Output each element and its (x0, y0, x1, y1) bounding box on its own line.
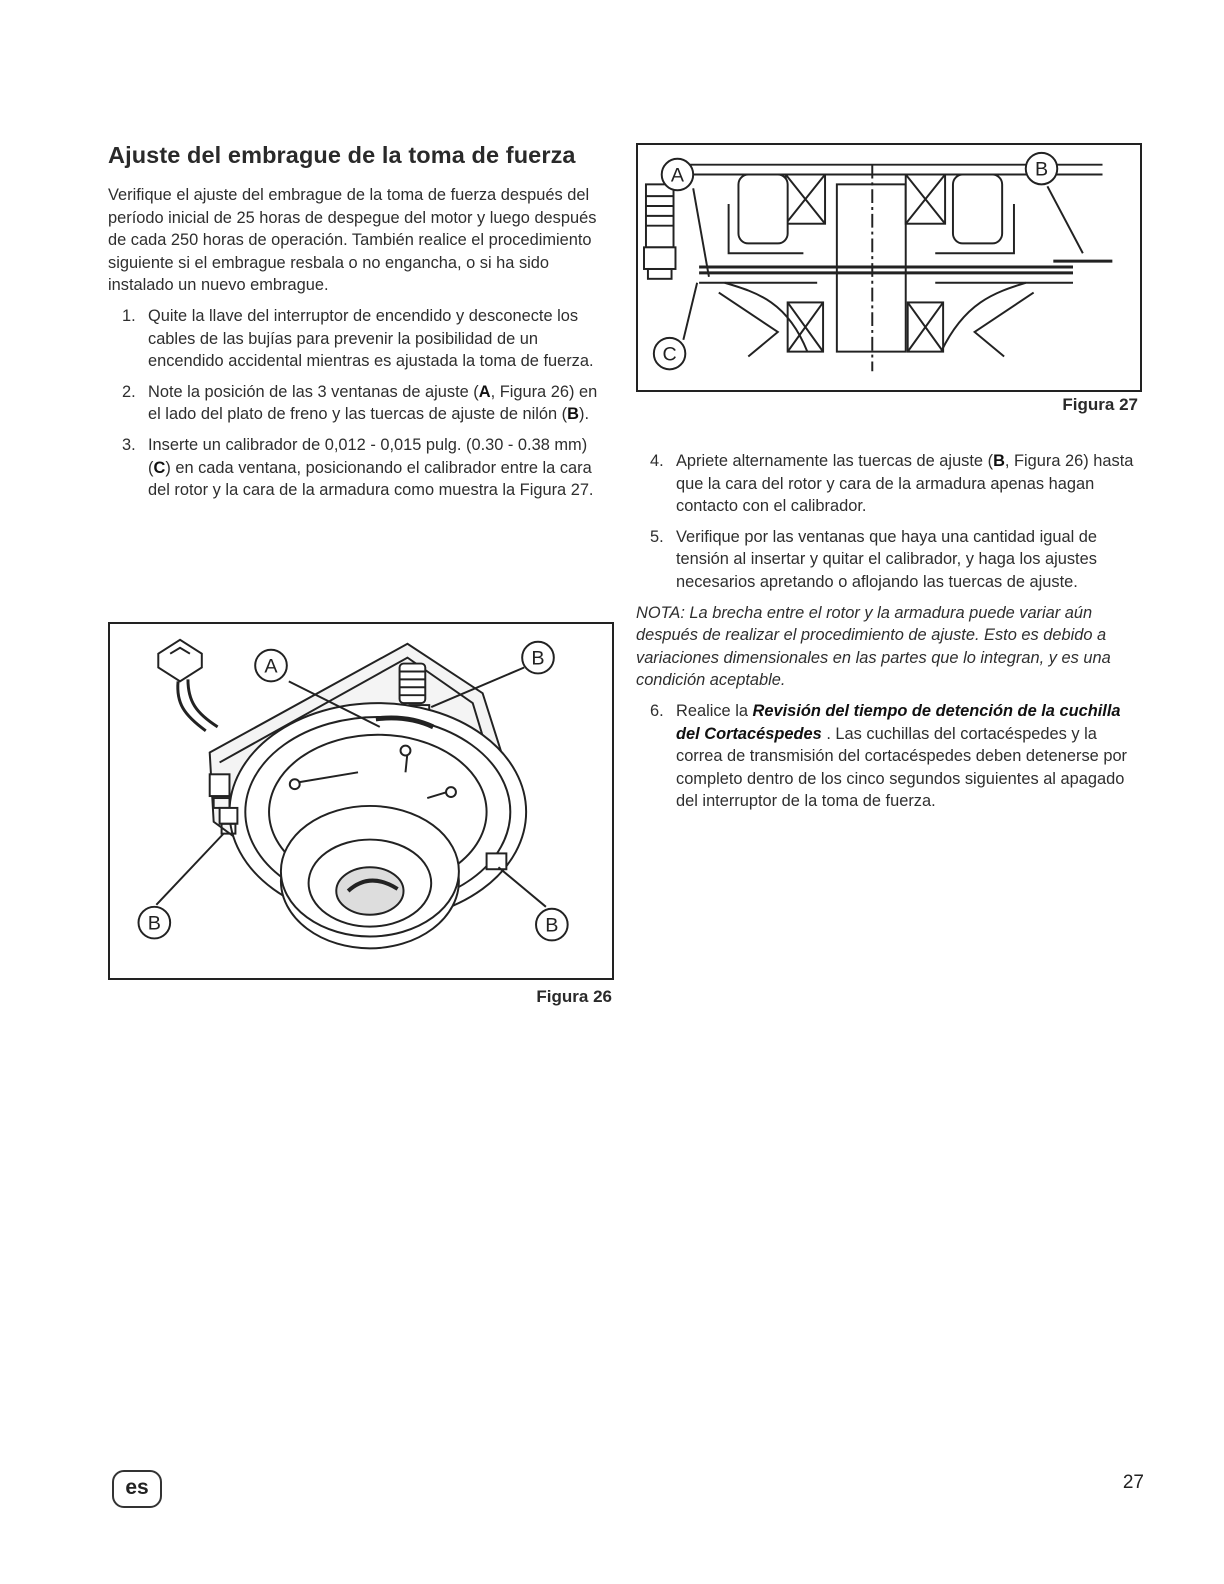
step-text: . Las cuchillas del cortacéspedes y la correa de transmisión del cortacéspedes deben detenerse por completo dentro de los cinco segundos siguientes al apagado del interruptor de la toma de fuerza. (676, 724, 1128, 811)
step-number: 5. (650, 527, 664, 546)
figure-27-illustration (636, 143, 1142, 392)
clutch-cross-section-drawing (638, 145, 1140, 390)
step-1 (108, 305, 614, 373)
cross-reference: Revisión del tiempo de detención de la cuchilla del Cortacéspedes (676, 701, 1121, 743)
step-text: , Figura 26) en el lado del plato de freno y las tuercas de ajuste de nilón ( (148, 382, 598, 424)
step-text: Note la posición de las 3 ventanas de ajuste ( (148, 382, 479, 401)
callout-b: B (147, 912, 161, 935)
callout-letter: B (567, 405, 579, 424)
figure-27-caption: Figura 27 (1062, 395, 1138, 414)
callout-b: B (545, 914, 559, 937)
callout-b: B (531, 647, 545, 670)
step-number: 1. (122, 306, 136, 325)
steps-list-right (636, 450, 1144, 594)
steps-list-right-2 (636, 700, 1144, 813)
callout-a: A (670, 164, 685, 187)
step-4 (636, 450, 1144, 518)
step-number: 3. (122, 435, 136, 454)
step-text: Inserte un calibrador de 0,012 - 0,015 pulg. (0.30 - 0.38 mm) ( (148, 435, 588, 477)
step-text: ). (578, 405, 589, 424)
intro-paragraph: Verifique el ajuste del embrague de la toma de fuerza después del período inicial de 25 horas de despegue del motor y luego después de cada 250 horas de operación. También realice el procedimiento siguiente si el embrague resbala o no engancha, o si ha sido instalado un nuevo embrague. (108, 186, 597, 295)
step-3 (108, 434, 614, 502)
step-text: , Figura 26) hasta que la cara del rotor y cara de la armadura apenas hagan contacto con el calibrador. (676, 452, 1134, 516)
callout-b: B (1034, 158, 1049, 181)
step-2 (108, 381, 614, 426)
steps-list-left (108, 305, 614, 502)
left-column (108, 140, 614, 510)
step-number: 4. (650, 452, 664, 470)
step-number: 6. (650, 701, 664, 720)
clutch-perspective-drawing (110, 624, 612, 978)
right-column (636, 450, 1144, 821)
callout-letter: B (993, 452, 1005, 470)
callout-c: C (662, 343, 677, 366)
callout-letter: A (478, 382, 491, 401)
step-6 (636, 700, 1144, 813)
note-paragraph: NOTA: La brecha entre el rotor y la armadura puede variar aún después de realizar el procedimiento de ajuste. Esto es debido a variaciones dimensionales en las partes que lo integran, y es una condición aceptable. (636, 603, 1111, 690)
language-badge: es (112, 1470, 162, 1508)
figure-26-caption: Figura 26 (536, 987, 612, 1006)
step-text: Realice la (676, 701, 753, 720)
figure-26-illustration (108, 622, 614, 980)
step-number: 2. (122, 382, 136, 401)
section-title: Ajuste del embrague de la toma de fuerza (108, 142, 576, 168)
step-text: ) en cada ventana, posicionando el calibrador entre la cara del rotor y la cara de la armadura como muestra la Figura 27. (148, 458, 594, 500)
callout-a: A (264, 655, 278, 678)
page-number: 27 (1122, 1472, 1144, 1493)
callout-letter: C (153, 458, 166, 477)
step-5 (636, 526, 1144, 594)
step-text: Apriete alternamente las tuercas de ajuste ( (676, 452, 994, 470)
step-text: Quite la llave del interruptor de encendido y desconecte los cables de las bujías para prevenir la posibilidad de un encendido accidental mientras es ajustada la toma de fuerza. (148, 306, 594, 371)
step-text: Verifique por las ventanas que haya una cantidad igual de tensión al insertar y quitar el calibrador, y haga los ajustes necesarios apretando o aflojando las tuercas de ajuste. (676, 527, 1098, 591)
